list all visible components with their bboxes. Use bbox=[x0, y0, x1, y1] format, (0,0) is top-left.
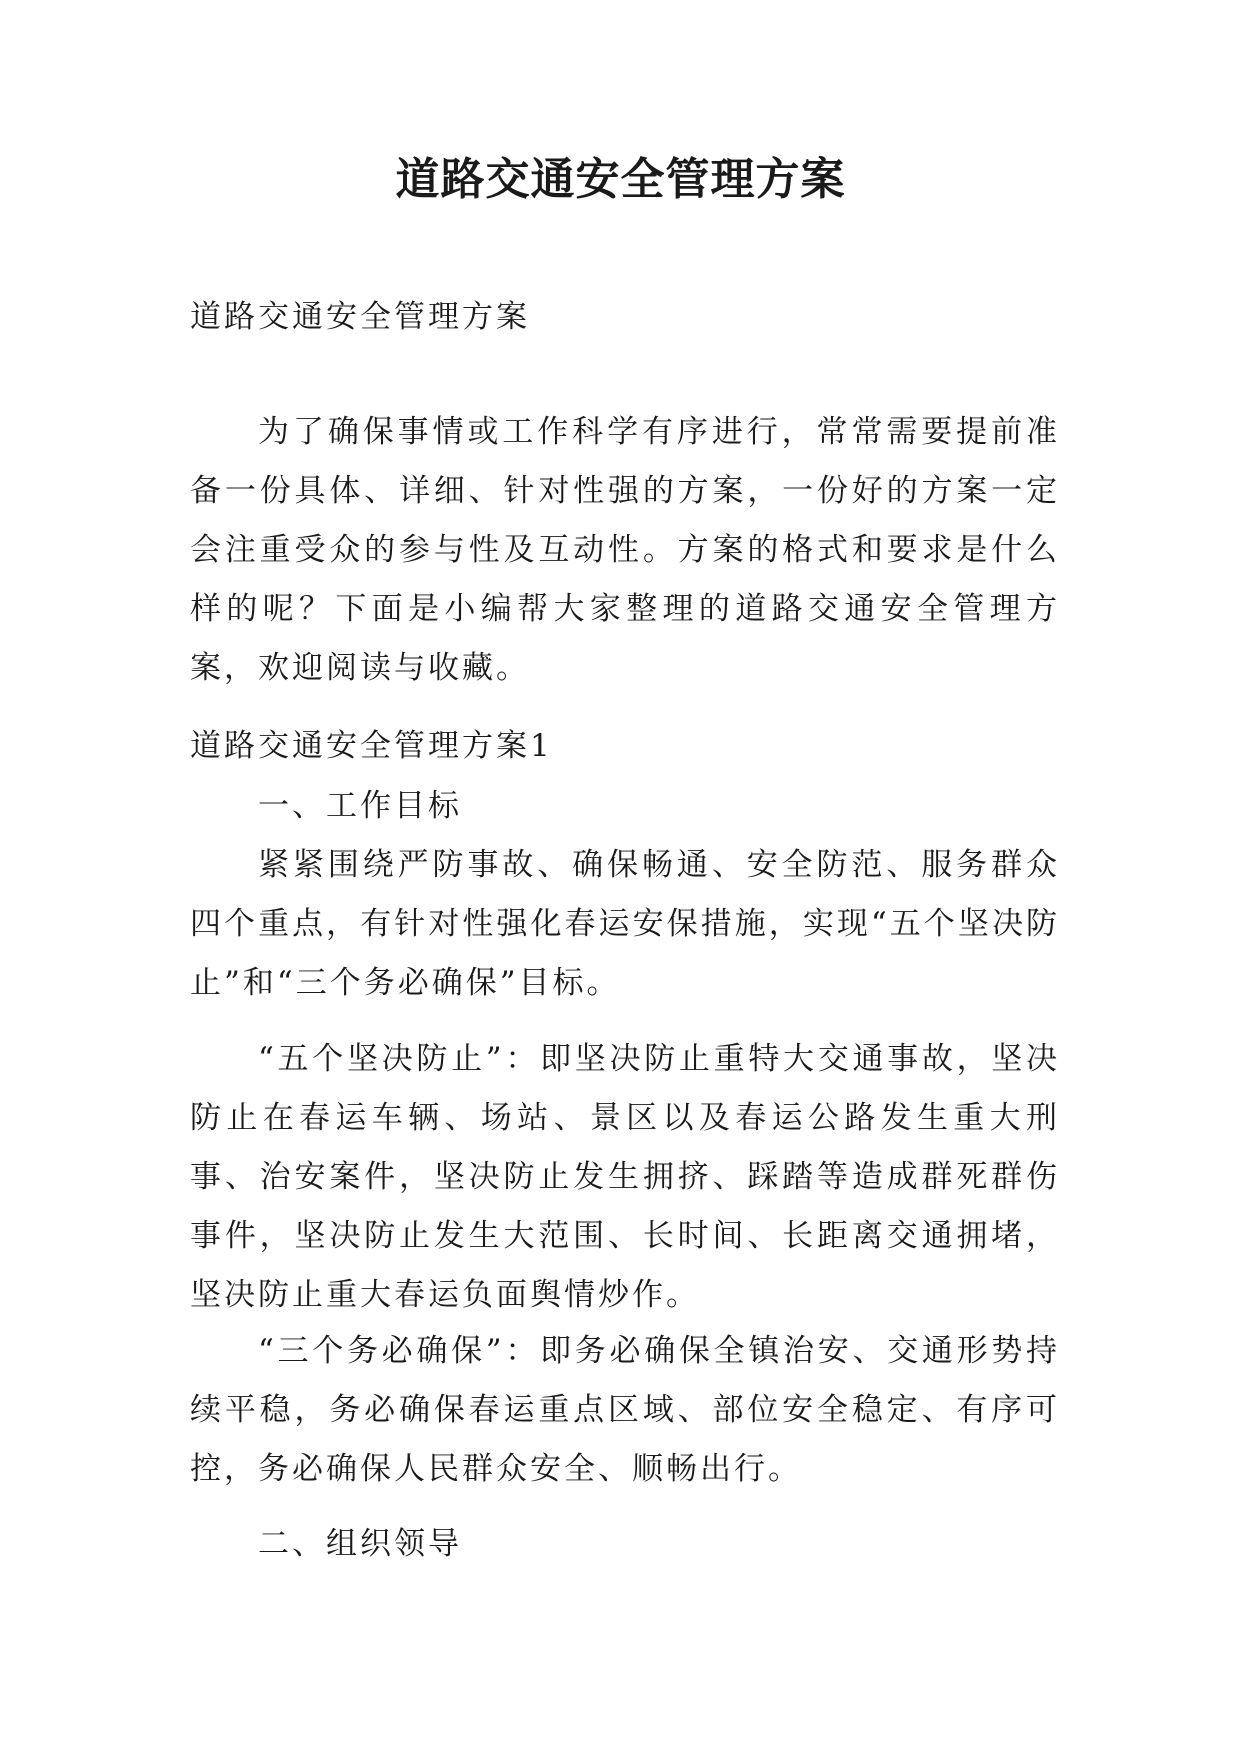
paragraph-goals: 紧紧围绕严防事故、确保畅通、安全防范、服务群众四个重点，有针对性强化春运安保措施，实现“五个坚决防止”和“三个务必确保”目标。 bbox=[190, 847, 1060, 1001]
document-title: 道路交通安全管理方案 bbox=[395, 154, 846, 205]
heading-work-goals: 一、工作目标 bbox=[258, 788, 462, 824]
intro-paragraph: 为了确保事情或工作科学有序进行，常常需要提前准备一份具体、详细、针对性强的方案，一份好的方案一定会注重受众的参与性及互动性。方案的格式和要求是什么样的呢？下面是小编帮大家整理的道路交通安全管理方案，欢迎阅读与收藏。 bbox=[190, 414, 1060, 686]
paragraph-three-ensure: “三个务必确保”：即务必确保全镇治安、交通形势持续平稳，务必确保春运重点区域、部位安全稳定、有序可控，务必确保人民群众安全、顺畅出行。 bbox=[190, 1333, 1060, 1487]
section-title: 道路交通安全管理方案1 bbox=[190, 728, 553, 764]
document-subtitle: 道路交通安全管理方案 bbox=[190, 299, 530, 335]
paragraph-five-prevent: “五个坚决防止”：即坚决防止重特大交通事故，坚决防止在春运车辆、场站、景区以及春运公路发生重大刑事、治安案件，坚决防止发生拥挤、踩踏等造成群死群伤事件，坚决防止发生大范围、长时间、长距离交通拥堵，坚决防止重大春运负面舆情炒作。 bbox=[190, 1041, 1060, 1313]
heading-organization: 二、组织领导 bbox=[258, 1526, 462, 1562]
